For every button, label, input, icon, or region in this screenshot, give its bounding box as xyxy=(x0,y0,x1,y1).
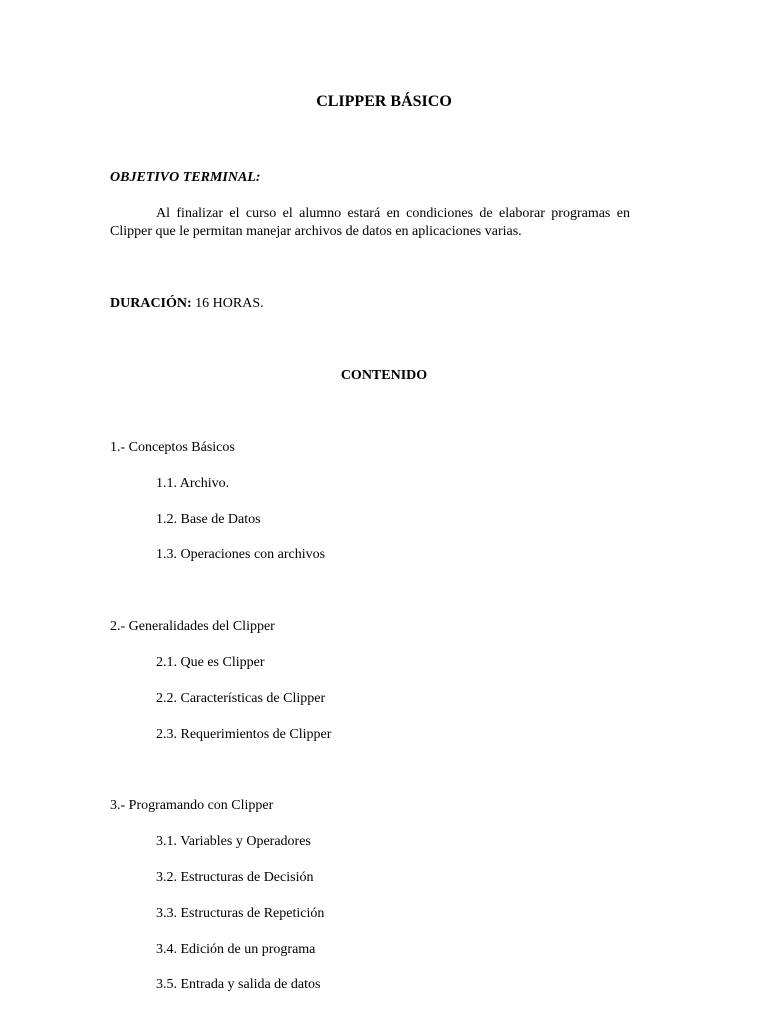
section-title: 1.- Conceptos Básicos xyxy=(110,440,235,455)
section-item: 3.3. Estructuras de Repetición xyxy=(156,906,325,921)
section-item: 2.3. Requerimientos de Clipper xyxy=(156,727,332,742)
section-item: 3.4. Edición de un programa xyxy=(156,942,316,957)
duration-line xyxy=(110,295,264,313)
section-item: 3.5. Entrada y salida de datos xyxy=(156,977,321,992)
section-item: 1.2. Base de Datos xyxy=(156,512,261,527)
section-item: 2.2. Características de Clipper xyxy=(156,691,326,706)
section-item: 2.1. Que es Clipper xyxy=(156,655,265,670)
objective-text: Al finalizar el curso el alumno estará en condiciones de elaborar programas en Clipper que le permitan manejar archivos de datos en aplicaciones varias. xyxy=(110,206,630,239)
objective-label: OBJETIVO TERMINAL: xyxy=(110,170,261,185)
section-item: 3.2. Estructuras de Decisión xyxy=(156,870,314,885)
section-item: 3.1. Variables y Operadores xyxy=(156,834,311,849)
contents-heading: CONTENIDO xyxy=(340,368,428,383)
duration-value: 16 HORAS. xyxy=(191,296,264,311)
section-title: 3.- Programando con Clipper xyxy=(110,798,274,813)
document-title: CLIPPER BÁSICO xyxy=(316,93,452,110)
duration-label: DURACIÓN: xyxy=(110,296,192,311)
section-item: 1.1. Archivo. xyxy=(156,476,230,491)
section-title: 2.- Generalidades del Clipper xyxy=(110,619,275,634)
section-item: 1.3. Operaciones con archivos xyxy=(156,547,326,562)
